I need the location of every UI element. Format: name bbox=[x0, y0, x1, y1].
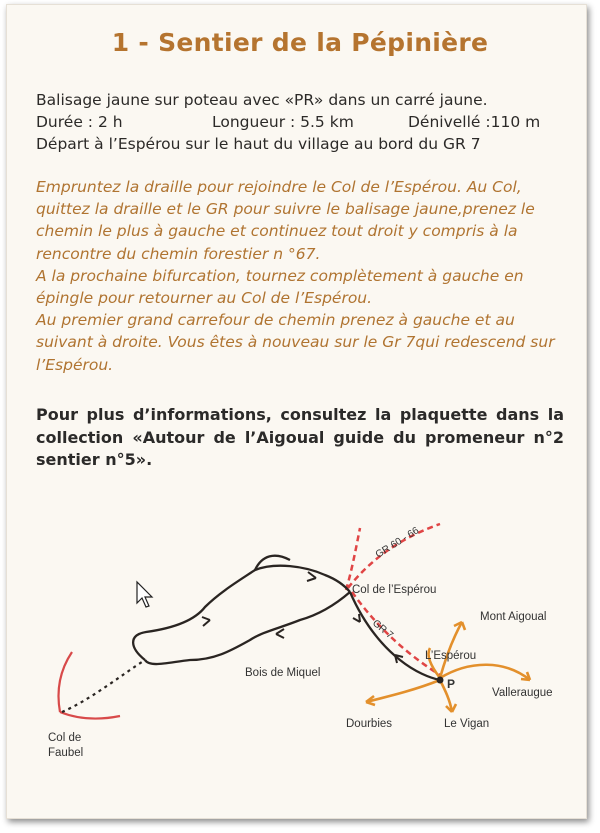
main-trail bbox=[145, 592, 350, 664]
duration-value: Durée : 2 h bbox=[36, 113, 123, 131]
page-title: 1 - Sentier de la Pépinière bbox=[111, 28, 489, 57]
direction-arrow-icon bbox=[353, 614, 360, 622]
more-info: Pour plus d’informations, consultez la plaquette dans la collection «Autour de l’Aigoual guide du promeneur n°2 sentier n°5». bbox=[36, 405, 564, 469]
description-paragraph: Empruntez la draille pour rejoindre le Col de l’Espérou. Au Col, quittez la draille et le GR pour suivre le balisage jaune,prenez le chemin le plus à gauche et continuez tout droit y compris à la rencontre du chemin forestier n °67. bbox=[36, 178, 535, 263]
parking-label: P bbox=[447, 677, 456, 691]
direction-arrow-icon bbox=[202, 617, 210, 626]
description-paragraph: A la prochaine bifurcation, tournez complètement à gauche en épingle pour retourner au Col de l’Espérou. bbox=[36, 266, 524, 308]
elevation-value: Dénivellé :110 m bbox=[408, 113, 541, 131]
length-value: Longueur : 5.5 km bbox=[212, 113, 354, 131]
direction-arrow-icon bbox=[276, 629, 284, 638]
balisage-line: Balisage jaune sur poteau avec «PR» dans un carré jaune. bbox=[36, 91, 488, 109]
mouse-cursor-icon bbox=[137, 582, 152, 607]
main-trail bbox=[350, 592, 440, 680]
esperou-label: L’Espérou bbox=[425, 650, 477, 662]
gr60-route bbox=[348, 524, 440, 588]
bois-miquel-label: Bois de Miquel bbox=[245, 667, 321, 679]
col-faubel-label: Faubel bbox=[48, 747, 84, 759]
mont-aigoual-label: Mont Aigoual bbox=[480, 611, 547, 623]
col-esperou-label: Col de l’Espérou bbox=[352, 584, 437, 596]
description-paragraph: Au premier grand carrefour de chemin prenez à gauche et au suivant à droite. Vous êtes à nouveau sur le Gr 7qui redescend sur l’Espérou. bbox=[36, 311, 555, 374]
gr60-label: GR 60 - 66 bbox=[373, 525, 422, 561]
faubel-track bbox=[62, 660, 145, 712]
col-faubel-road bbox=[59, 652, 73, 712]
valleraugue-label: Valleraugue bbox=[492, 687, 553, 699]
gr7-label: GR 7 bbox=[370, 617, 396, 642]
road-dourbies bbox=[366, 680, 440, 702]
direction-arrow-icon bbox=[307, 572, 316, 581]
parking-marker bbox=[437, 677, 444, 684]
gr60-route bbox=[346, 528, 360, 590]
col-faubel-road bbox=[60, 712, 120, 719]
col-faubel-label: Col de bbox=[48, 732, 82, 744]
departure-line: Départ à l’Espérou sur le haut du village au bord du GR 7 bbox=[36, 135, 481, 153]
le-vigan-label: Le Vigan bbox=[444, 718, 490, 730]
dourbies-label: Dourbies bbox=[346, 718, 393, 730]
